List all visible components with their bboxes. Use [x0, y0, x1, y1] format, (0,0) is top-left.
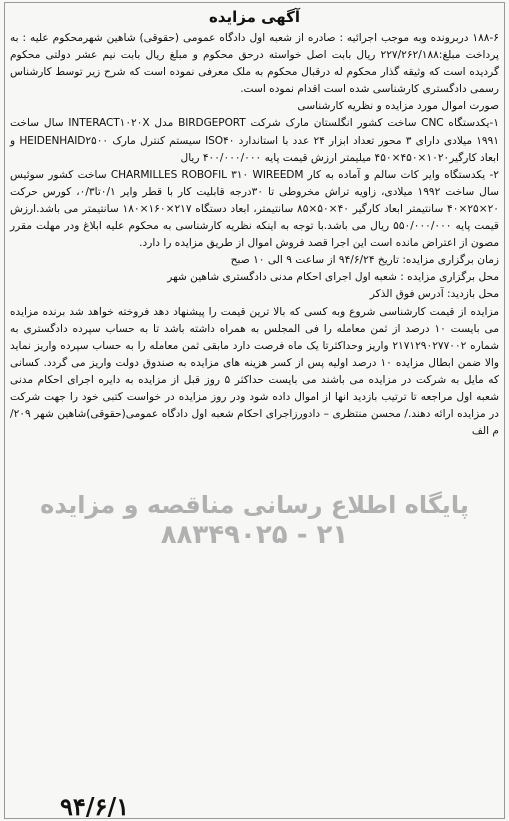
handwritten-signature: ۹۴/۶/۱: [60, 792, 130, 821]
watermark-phone: ۲۱ - ۸۸۳۴۹۰۲۵: [160, 520, 349, 550]
notice-title: آگهی مزایده: [208, 8, 301, 26]
paragraph-visit-place: محل بازدید: آدرس فوق الذکر: [369, 288, 499, 301]
paragraph-auction-place: محل برگزاری مزایده : شعبه اول اجرای احکام مدنی دادگستری شاهین شهر: [167, 271, 499, 284]
watermark-line-1: پایگاه اطلاع رسانی مناقصه و مزایده: [40, 491, 469, 519]
paragraph-terms: مزایده از قیمت کارشناسی شروع وبه کسی که بالا ترین قیمت را پیشنهاد دهد فروخته خواهد شد برنده مزایده می بایست ۱۰ درصد از ثمن معامله را فی المجلس به همراه داشته باشد تا به حساب سپرده دادگستری به شماره ۲۱۷۱۲۹۰۲۷۷۰۰۲ واریز وحداکثرتا یک ماه فرصت دارد مابقی ثمن معامله را به حساب سپرده واریز نماید والا ضمن ابطال مزایده ۱۰ درصد اولیه پس از کسر هزینه های مزایده به صندوق دولت واریز می گردد. کسانی که مایل به شرکت در مزایده می باشند می بایست حداکثر ۵ روز قبل از مزایده به دایره اجرای احکام مدنی شعبه اول مراجعه تا ترتیب بازدید انها از اموال داده شود ودر روز مزایده در خواست کتبی خود را جهت شرکت در مزایده ارائه دهند./ محسن منتظری – دادورزاجرای احکام شعبه اول دادگاه عمومی(حقوقی)شاهین شهر ۲۰۹/ م الف: [10, 305, 499, 438]
paragraph-intro: ۱۸۸-۶ دربرونده وبه موجب اجرائیه : صادره از شعبه اول دادگاه عمومی (حقوقی) شاهین شهرمحکوم علیه : به پرداخت مبلغ:۲۲۷/۲۶۲/۱۸۸ ریال بابت اصل خواسته درحق محکوم و مبلغ ریال بابت نیم عشر دولتی محکوم گردیده است که وثیقه گذار محکوم له درقبال محکوم به ملک معرفی نموده است که شرح زیر توسط کارشناس رسمی دادگستری کارشناسی شده است اقدام نموده است.: [10, 32, 499, 96]
paragraph-auction-time: زمان برگزاری مزایده: تاریخ ۹۴/۶/۲۴ از ساعت ۹ الی ۱۰ صبح: [230, 254, 499, 267]
notice-border: [4, 2, 505, 819]
paragraph-item-2: ۲- یکدستگاه وایر کات سالم و آماده به کار CHARMILLES ROBOFIL ۳۱۰ WIREEDM ساخت کشور سوئیس سال ساخت ۱۹۹۲ میلادی، زاویه تراش مخروطی تا ۳۰درجه قابلیت کار با قطر وایر ۰/۱تا۰/۳، کورس حرکت ۲۰×۲۵×۴۰ سانتیمتر ابعاد کارگیر ۴۰×۵۰×۸۵ سانتیمتر، ابعاد دستگاه ۲۱۷×۱۶۰×۱۸۰ سانتیمتر می باشد.ارزش قیمت پایه ۵۵۰/۰۰۰/۰۰۰ ریال می باشد.با توجه به اینکه نظریه کارشناسی به محکوم علیه ابلاغ ودر مهلت مقرر مصون از اعتراض مانده است این اجرا قصد فروش اموال از طریق مزایده را دارد.: [10, 168, 499, 250]
paragraph-item-1: ۱-یکدستگاه CNC ساخت کشور انگلستان مارک شرکت BIRDGEPORT مدل INTERACT۱۰۲۰X سال ساخت ۱۹۹۱ میلادی دارای ۳ محور تعداد ابزار ۲۴ عدد با استاندارد ISO۴۰ سیستم کنترل مارک HEIDENHAID۲۵۰۰ و ابعاد کارگیر۱۰۲۰×۴۵۰×۴۵۰ میلیمتر ارزش قیمت پایه ۴۰۰/۰۰۰/۰۰۰ ریال: [10, 117, 499, 164]
paragraph-assets-heading: صورت اموال مورد مزایده و نظریه کارشناسی: [297, 100, 499, 113]
